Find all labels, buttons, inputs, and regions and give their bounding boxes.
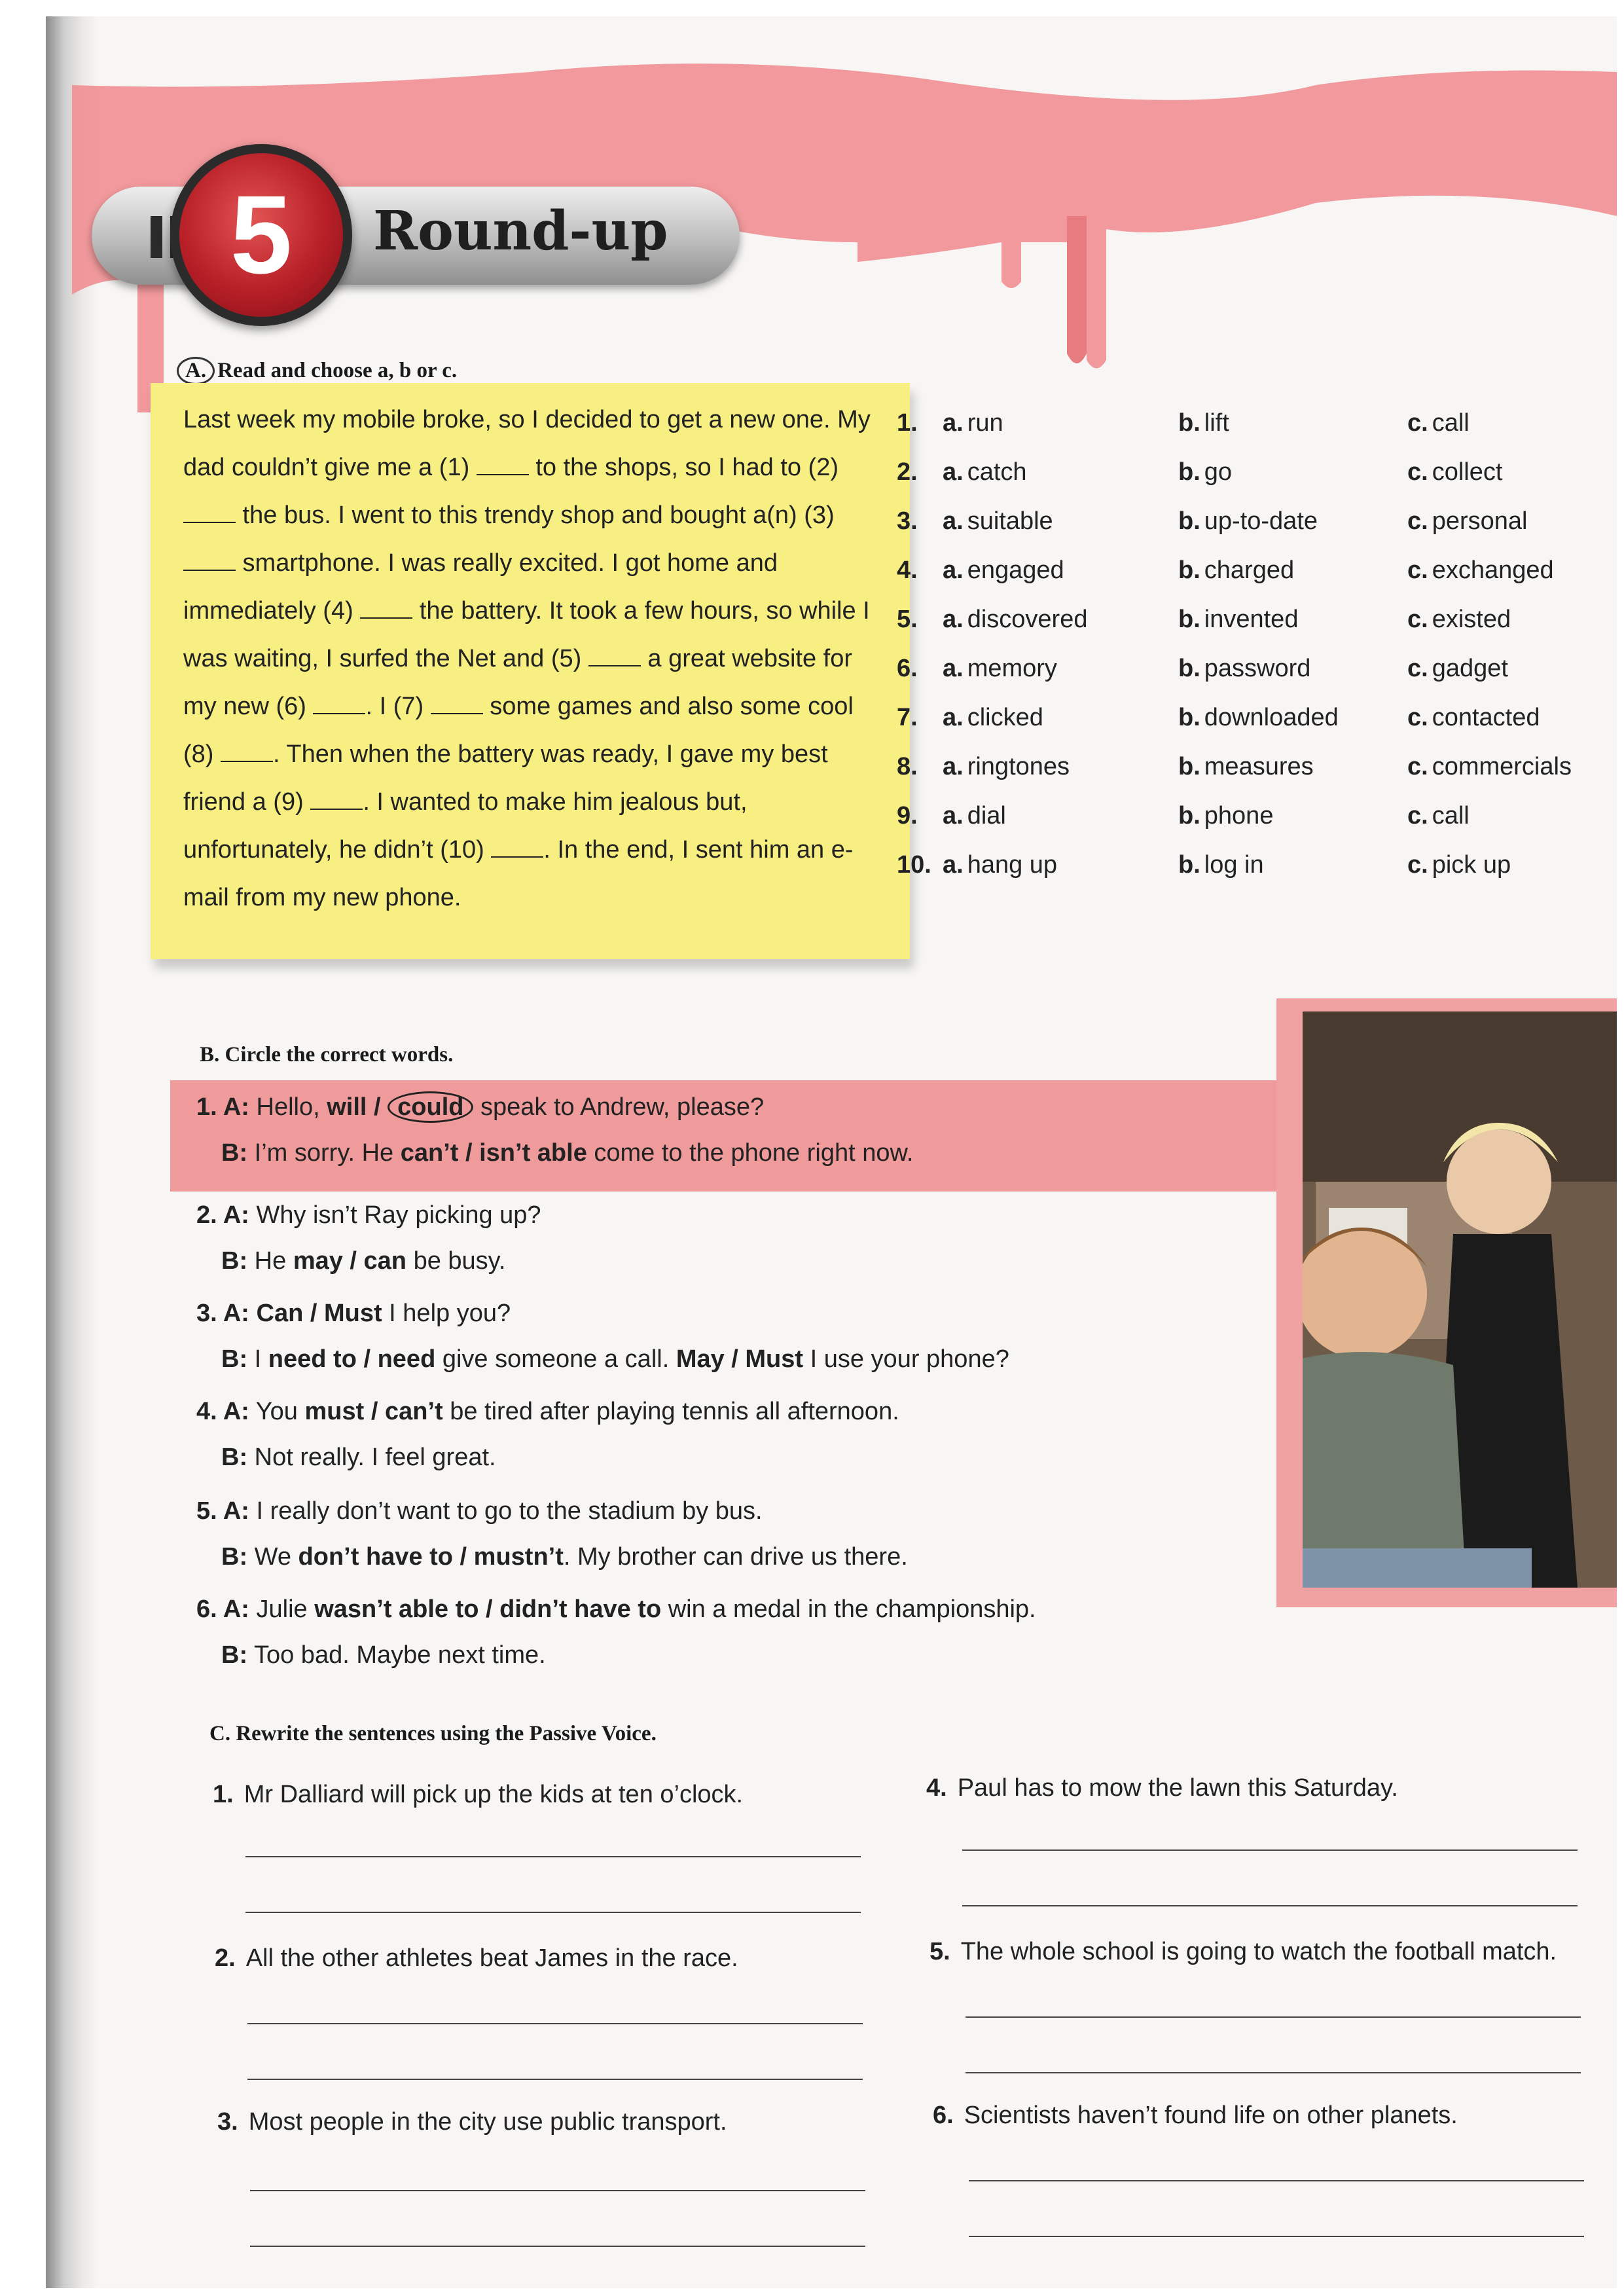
choice-number: 5. <box>897 606 918 633</box>
gap-6[interactable] <box>313 695 365 714</box>
option-a[interactable]: a. ringtones <box>943 753 1070 780</box>
option-a[interactable]: a. run <box>943 409 1003 437</box>
options[interactable]: need to / need <box>268 1345 436 1373</box>
answer-line[interactable] <box>962 1850 1578 1851</box>
choice-number: 1. <box>897 409 918 437</box>
option-b[interactable]: b. invented <box>1178 606 1299 633</box>
option-c[interactable]: c. gadget <box>1407 655 1508 682</box>
choice-row <box>897 409 1604 458</box>
option-a[interactable]: a. engaged <box>943 556 1064 584</box>
options[interactable]: can’t / isn’t able <box>400 1139 587 1167</box>
option-a[interactable]: a. clicked <box>943 704 1043 731</box>
unit-number-badge: 5 <box>170 144 352 326</box>
section-a-choices <box>897 409 1604 900</box>
option-c[interactable]: c. collect <box>1407 458 1503 486</box>
option-c[interactable]: c. existed <box>1407 606 1511 633</box>
choice-row <box>897 704 1604 753</box>
option-a[interactable]: a. catch <box>943 458 1027 486</box>
gap-8[interactable] <box>221 742 273 762</box>
section-a-heading <box>177 357 457 385</box>
option-b[interactable]: b. go <box>1178 458 1233 486</box>
choice-number: 8. <box>897 753 918 780</box>
textbook-page <box>46 16 1617 2288</box>
options[interactable]: May / Must <box>676 1345 804 1373</box>
choice-number: 6. <box>897 655 918 682</box>
choice-number: 2. <box>897 458 918 486</box>
option-b[interactable]: b. log in <box>1178 851 1264 879</box>
options[interactable]: must / can’t <box>304 1398 443 1425</box>
option-c[interactable]: c. call <box>1407 409 1470 437</box>
option-b[interactable]: b. password <box>1178 655 1311 682</box>
options[interactable]: may / can <box>293 1247 407 1275</box>
answer-line[interactable] <box>969 2236 1584 2237</box>
section-a-passage-box <box>151 383 910 959</box>
answer-line[interactable] <box>962 1905 1578 1906</box>
option-a[interactable]: a. discovered <box>943 606 1088 633</box>
section-c-item-1: 1. Mr Dalliard will pick up the kids at ten o’clock. <box>213 1781 744 1808</box>
section-b-item-2: 2. A: Why isn’t Ray picking up? B: He may / can be busy. <box>196 1201 541 1275</box>
section-a-passage: Last week my mobile broke, so I decided to get a new one. My dad couldn’t give me a (1) to the shops, so I had to (2) the bus. I went to this trendy shop and bought a(n) (3) smartphone. I was really excited. I got home and immediately (4) the battery. It took a few hours, so while I was waiting, I surfed the Net and (5) a great website for my new (6) . I (7) some games and also some cool (8) . Then when the battery was ready, I gave my best friend a (9) . I wanted to make him jealous but, unfortunately, he didn’t (10) . In the end, I sent him an e-mail from my new phone. <box>183 406 871 911</box>
option-a[interactable]: a. memory <box>943 655 1057 682</box>
section-b-item-5: 5. A: I really don’t want to go to the stadium by bus. B: We don’t have to / mustn’t. My brother can drive us there. <box>196 1497 908 1571</box>
answer-line[interactable] <box>245 1856 861 1857</box>
options[interactable]: wasn’t able to / didn’t have to <box>314 1595 662 1623</box>
gap-5[interactable] <box>588 647 641 666</box>
choice-number: 7. <box>897 704 918 731</box>
option-will[interactable]: will <box>327 1093 367 1121</box>
answer-line[interactable] <box>245 1912 861 1913</box>
answer-line[interactable] <box>250 2190 865 2191</box>
photo-teen-and-woman-on-phones <box>1303 1011 1617 1588</box>
section-b-heading: B. Circle the correct words. <box>200 1043 454 1066</box>
option-b[interactable]: b. measures <box>1178 753 1314 780</box>
answer-line[interactable] <box>247 2023 863 2024</box>
option-b[interactable]: b. downloaded <box>1178 704 1339 731</box>
gap-4[interactable] <box>360 599 412 619</box>
section-c-item-3: 3. Most people in the city use public transport. <box>217 2108 727 2136</box>
choice-row <box>897 458 1604 507</box>
gap-3[interactable] <box>183 551 236 571</box>
choice-number: 10. <box>897 851 931 879</box>
section-c-item-5: 5. The whole school is going to watch the football match. <box>929 1938 1557 1965</box>
section-b-item-4: 4. A: You must / can’t be tired after playing tennis all afternoon. B: Not really. I feel great. <box>196 1398 899 1471</box>
choice-row <box>897 606 1604 655</box>
option-a[interactable]: a. suitable <box>943 507 1053 535</box>
gap-9[interactable] <box>310 790 363 810</box>
section-a-letter: A. <box>177 357 215 385</box>
answer-line[interactable] <box>969 2180 1584 2181</box>
choice-number: 4. <box>897 556 918 584</box>
answer-line[interactable] <box>965 2072 1581 2073</box>
answer-line[interactable] <box>250 2246 865 2247</box>
option-b[interactable]: b. charged <box>1178 556 1295 584</box>
option-c[interactable]: c. commercials <box>1407 753 1572 780</box>
choice-row <box>897 556 1604 606</box>
section-c-item-2: 2. All the other athletes beat James in the race. <box>215 1944 738 1972</box>
section-a-instruction: Read and choose a, b or c. <box>217 359 458 382</box>
section-c-item-4: 4. Paul has to mow the lawn this Saturday. <box>926 1774 1398 1802</box>
section-c-item-6: 6. Scientists haven’t found life on other planets. <box>933 2102 1458 2129</box>
option-b[interactable]: b. phone <box>1178 802 1274 829</box>
option-b[interactable]: b. lift <box>1178 409 1229 437</box>
option-c[interactable]: c. personal <box>1407 507 1528 535</box>
option-a[interactable]: a. dial <box>943 802 1006 829</box>
section-b-item-6: 6. A: Julie wasn’t able to / didn’t have to win a medal in the championship. B: Too bad. Maybe next time. <box>196 1595 1036 1669</box>
answer-line[interactable] <box>247 2079 863 2080</box>
options[interactable]: Can / Must <box>256 1300 382 1327</box>
answer-line[interactable] <box>965 2016 1581 2018</box>
option-c[interactable]: c. contacted <box>1407 704 1540 731</box>
option-c[interactable]: c. exchanged <box>1407 556 1554 584</box>
option-c[interactable]: c. call <box>1407 802 1470 829</box>
section-b-item-3: 3. A: Can / Must I help you? B: I need to / need give someone a call. May / Must I use your phone? <box>196 1300 1009 1373</box>
options[interactable]: don’t have to / mustn’t <box>298 1543 564 1571</box>
gap-7[interactable] <box>431 695 483 714</box>
gap-2[interactable] <box>183 503 236 523</box>
option-a[interactable]: a. hang up <box>943 851 1058 879</box>
page-title: Round-up <box>373 200 668 263</box>
option-could-circled[interactable]: could <box>388 1091 473 1123</box>
choice-row <box>897 851 1604 900</box>
choice-number: 3. <box>897 507 918 535</box>
choice-number: 9. <box>897 802 918 829</box>
option-b[interactable]: b. up-to-date <box>1178 507 1318 535</box>
gap-1[interactable] <box>477 456 529 475</box>
choice-row <box>897 802 1604 851</box>
section-b-item-1: 1. A: Hello, will / could speak to Andrew, please? B: I’m sorry. He can’t / isn’t able come to the phone right now. <box>196 1093 913 1185</box>
section-c-heading: C. Rewrite the sentences using the Passive Voice. <box>209 1722 657 1745</box>
gap-10[interactable] <box>491 838 543 858</box>
choice-row <box>897 753 1604 802</box>
choice-row <box>897 507 1604 556</box>
choice-row <box>897 655 1604 704</box>
option-c[interactable]: c. pick up <box>1407 851 1511 879</box>
